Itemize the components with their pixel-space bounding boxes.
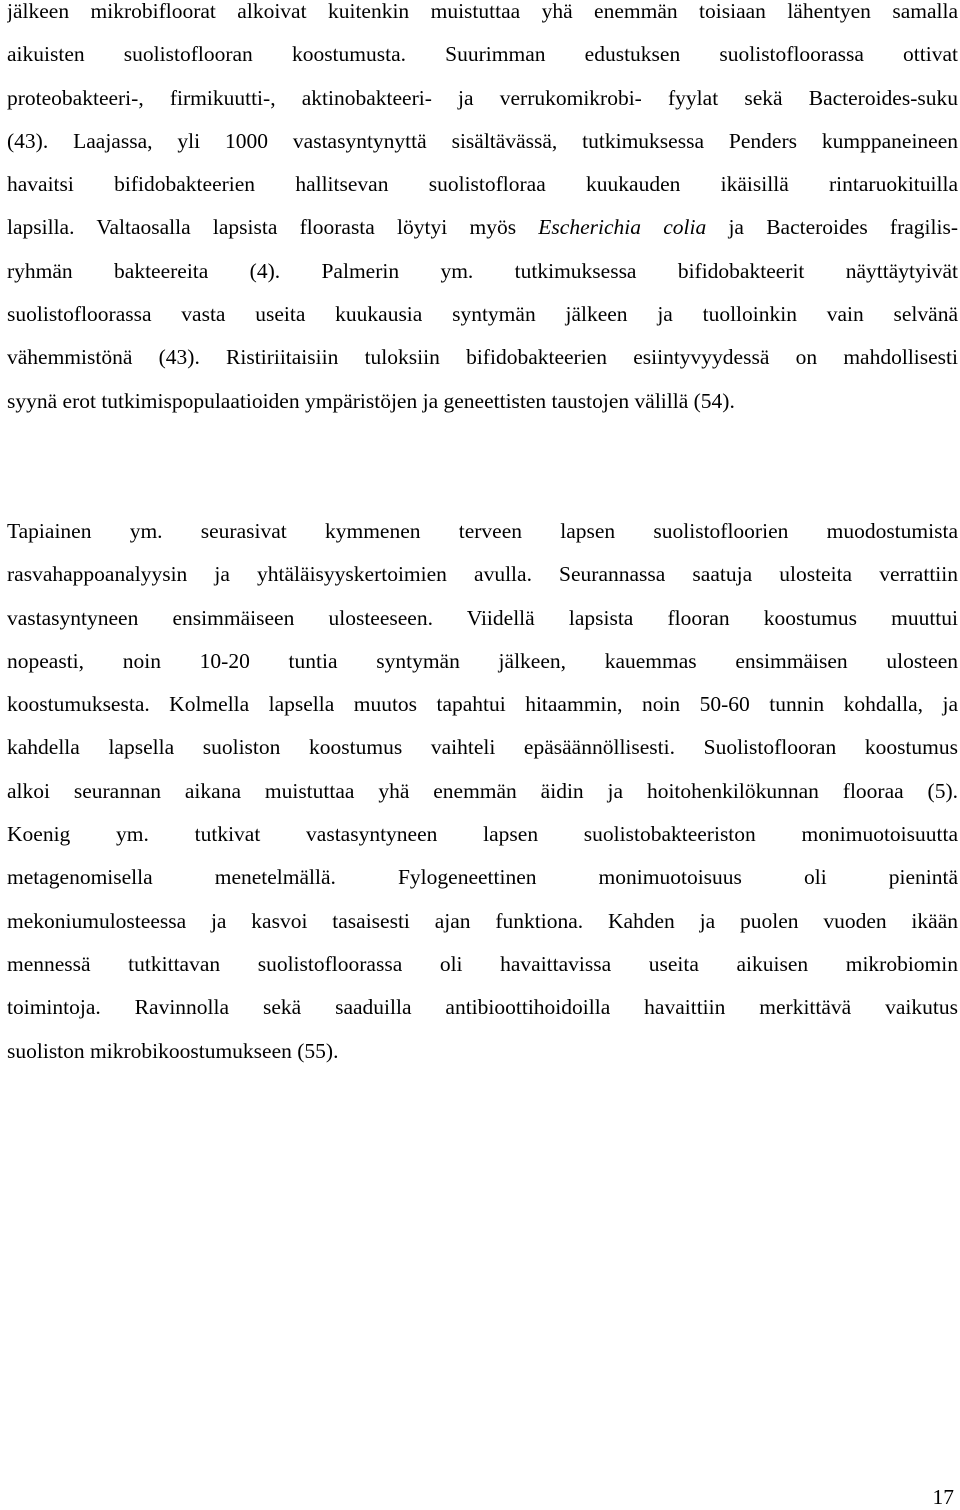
paragraph-line: mennessä tutkittavan suolistofloorassa oli havaittavissa useita aikuisen mikrobiomin (7, 951, 958, 976)
species-name-italic: Escherichia colia (538, 215, 707, 240)
line-text: lapsilla. Valtaosalla lapsista floorasta löytyi myös (7, 215, 539, 240)
page-number: 17 (932, 1485, 954, 1509)
paragraph-line: mekoniumulosteessa ja kasvoi tasaisesti ajan funktiona. Kahden ja puolen vuoden ikään (7, 908, 958, 933)
paragraph-line: vähemmistönä (43). Ristiriitaisiin tuloksiin bifidobakteerien esiintyvyydessä on mahdollisesti (7, 345, 958, 370)
paragraph-line: ryhmän bakteereita (4). Palmerin ym. tutkimuksessa bifidobakteerit näyttäytyivät (7, 258, 958, 283)
paragraph-line: toimintoja. Ravinnolla sekä saaduilla antibioottihoidoilla havaittiin merkittävä vaikutus (7, 995, 958, 1020)
paragraph-line: metagenomisella menetelmällä. Fylogeneettinen monimuotoisuus oli pienintä (7, 865, 958, 890)
line-text: ja Bacteroides fragilis- (706, 215, 958, 240)
paragraph-line: proteobakteeri-, firmikuutti-, aktinobakteeri- ja verrukomikrobi- fyylat sekä Bacteroides-suku (7, 85, 958, 110)
paragraph-1 (7, 0, 958, 423)
paragraph-line: suolistofloorassa vasta useita kuukausia syntymän jälkeen ja tuolloinkin vain selvänä (7, 302, 958, 327)
paragraph-line: nopeasti, noin 10-20 tuntia syntymän jälkeen, kauemmas ensimmäisen ulosteen (7, 648, 958, 673)
paragraph-line (7, 206, 958, 249)
paragraph-line: Koenig ym. tutkivat vastasyntyneen lapsen suolistobakteeriston monimuotoisuutta (7, 822, 958, 847)
paragraph-line: syynä erot tutkimispopulaatioiden ympäristöjen ja geneettisten taustojen välillä (54). (7, 388, 735, 413)
paragraph-line: vastasyntyneen ensimmäiseen ulosteeseen. Viidellä lapsista flooran koostumus muuttui (7, 605, 958, 630)
paragraph-line: alkoi seurannan aikana muistuttaa yhä enemmän äidin ja hoitohenkilökunnan flooraa (5). (7, 778, 958, 803)
paragraph-line: kahdella lapsella suoliston koostumus vaihteli epäsäännöllisesti. Suolistoflooran koostumus (7, 735, 958, 760)
paragraph-line: aikuisten suolistoflooran koostumusta. Suurimman edustuksen suolistofloorassa ottivat (7, 42, 958, 67)
paragraph-line: Tapiainen ym. seurasivat kymmenen terveen lapsen suolistofloorien muodostumista (7, 519, 958, 543)
paragraph-line: jälkeen mikrobifloorat alkoivat kuitenkin muistuttaa yhä enemmän toisiaan lähentyen samalla (7, 0, 958, 23)
paragraph-line: koostumuksesta. Kolmella lapsella muutos tapahtui hitaammin, noin 50-60 tunnin kohdalla, ja (7, 692, 958, 717)
paragraph-line: rasvahappoanalyysin ja yhtäläisyyskertoimien avulla. Seurannassa saatuja ulosteita verrattiin (7, 562, 958, 587)
paragraph-line: suoliston mikrobikoostumukseen (55). (7, 1038, 339, 1063)
paragraph-line: (43). Laajassa, yli 1000 vastasyntynyttä sisältävässä, tutkimuksessa Penders kumppaneineen (7, 128, 958, 153)
paragraph-2 (7, 510, 958, 1073)
paragraph-line: havaitsi bifidobakteerien hallitsevan suolistofloraa kuukauden ikäisillä rintaruokituilla (7, 172, 958, 197)
